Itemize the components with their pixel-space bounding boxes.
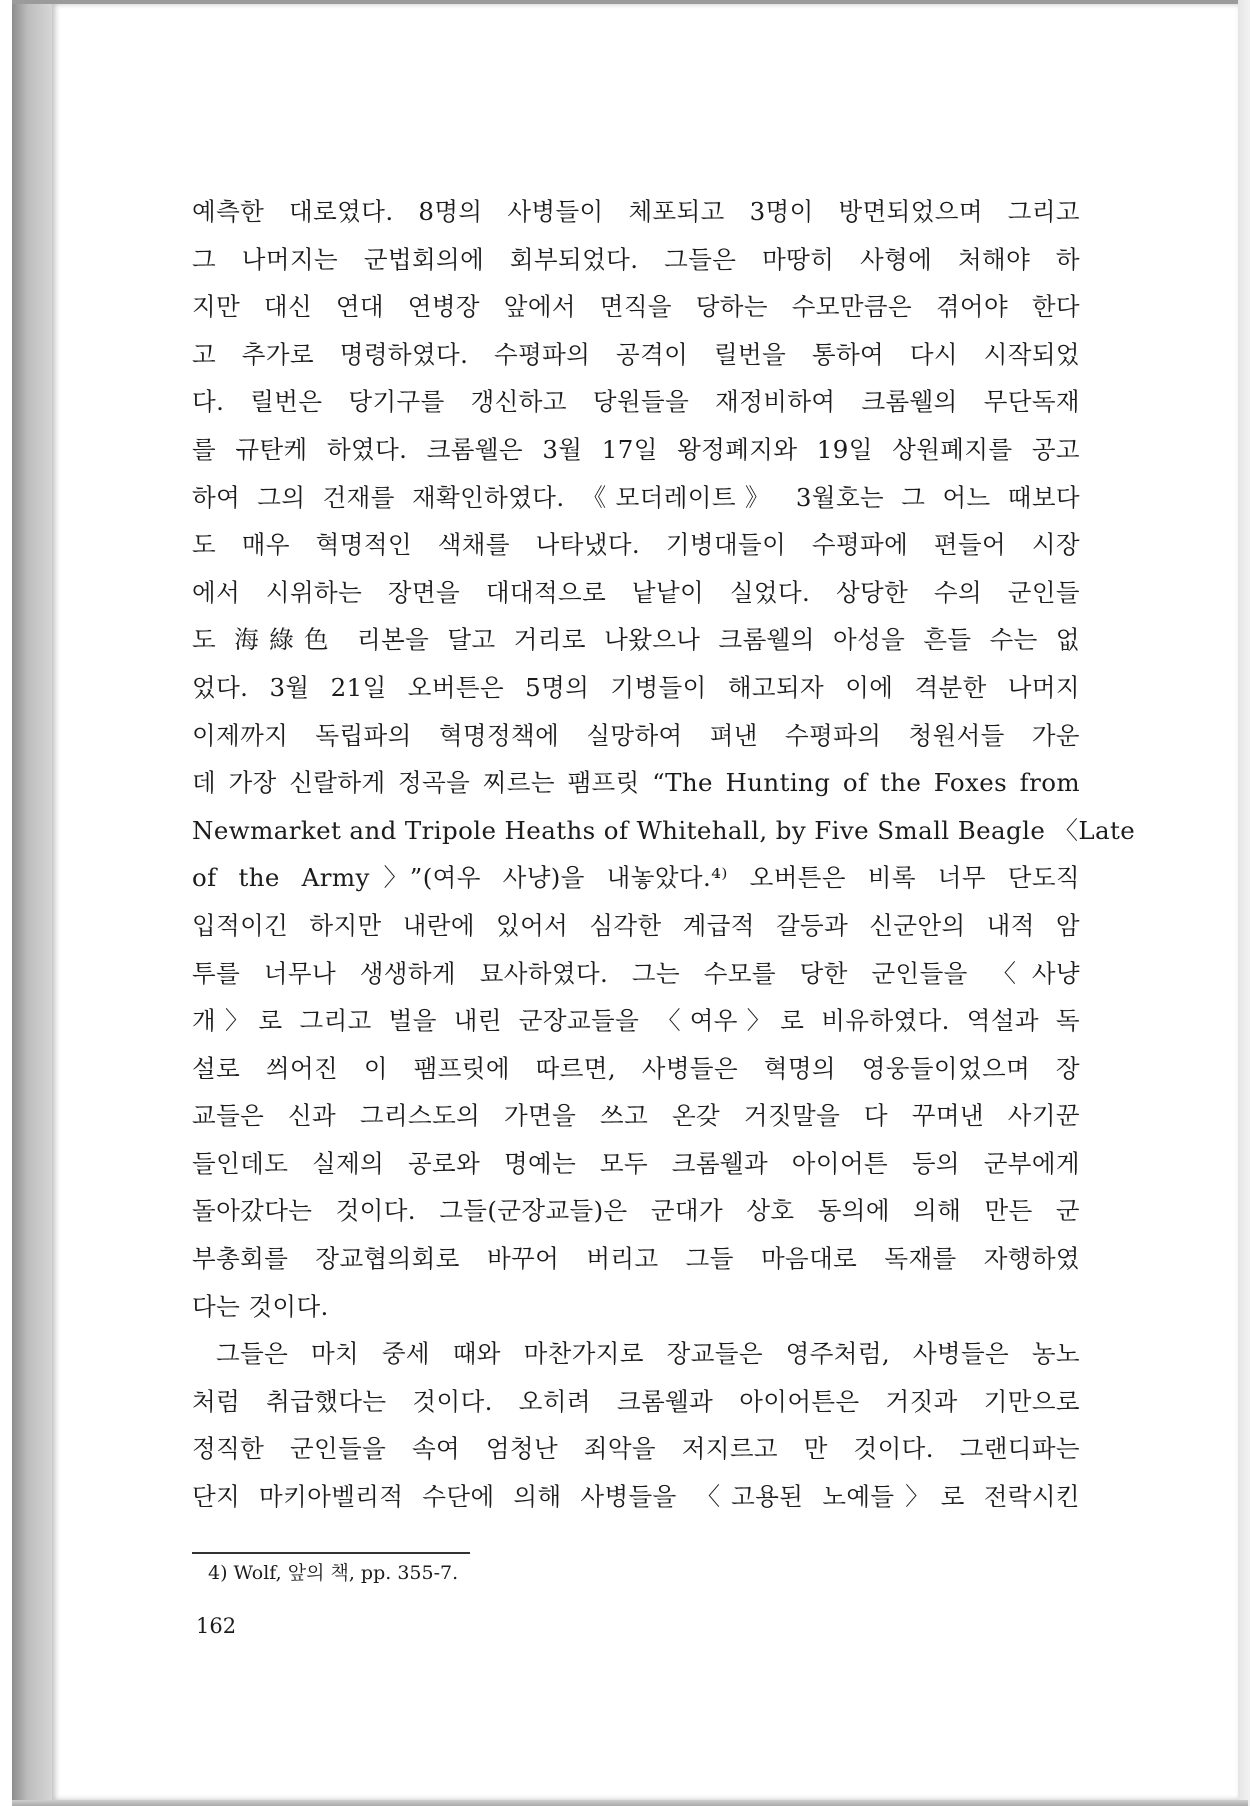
text-line: 다는 것이다. [192, 1291, 329, 1321]
footnote-divider [192, 1552, 470, 1554]
page-number: 162 [196, 1614, 237, 1638]
text-line: 데 가장 신랄하게 정곡을 찌르는 팸프릿 “The Hunting of the Foxes from [192, 768, 1080, 798]
text-line: 다. 릴번은 당기구를 갱신하고 당원들을 재정비하여 크롬웰의 무단독재 [192, 387, 1080, 417]
text-line: 를 규탄케 하였다. 크롬웰은 3월 17일 왕정폐지와 19일 상원폐지를 공고 [192, 434, 1080, 464]
text-line: of the Army〉”(여우 사냥)을 내놓았다.⁴⁾ 오버튼은 비록 너무 단도직 [192, 863, 1080, 893]
text-line: 지만 대신 연대 연병장 앞에서 면직을 당하는 수모만큼은 겪어야 한다 [192, 292, 1080, 322]
text-line: 그 나머지는 군법회의에 회부되었다. 그들은 마땅히 사형에 처해야 하 [192, 244, 1080, 274]
text-line: 었다. 3월 21일 오버튼은 5명의 기병들이 해고되자 이에 격분한 나머지 [192, 672, 1080, 702]
text-line: 도 매우 혁명적인 색채를 나타냈다. 기병대들이 수평파에 편들어 시장 [192, 530, 1080, 560]
text-line: 도 海綠色 리본을 달고 거리로 나왔으나 크롬웰의 아성을 흔들 수는 없 [192, 625, 1080, 655]
book-spine [12, 4, 52, 1800]
text-line: 입적이긴 하지만 내란에 있어서 심각한 계급적 갈등과 신군안의 내적 암 [192, 910, 1080, 940]
text-line: 예측한 대로였다. 8명의 사병들이 체포되고 3명이 방면되었으며 그리고 [192, 197, 1080, 226]
text-line: 하여 그의 건재를 재확인하였다. 《모더레이트》 3월호는 그 어느 때보다 [192, 482, 1080, 512]
book-bottom-edge [12, 1800, 1248, 1806]
text-line: 정직한 군인들을 속여 엄청난 죄악을 저지르고 만 것이다. 그랜디파는 [192, 1434, 1080, 1464]
text-line: 개〉로 그리고 벌을 내린 군장교들을 〈여우〉로 비유하였다. 역설과 독 [192, 1006, 1080, 1036]
text-line: 설로 씌어진 이 팸프릿에 따르면, 사병들은 혁명의 영웅들이었으며 장 [192, 1053, 1080, 1083]
text-line: 에서 시위하는 장면을 대대적으로 낱낱이 실었다. 상당한 수의 군인들 [192, 577, 1080, 607]
text-line: 투를 너무나 생생하게 묘사하였다. 그는 수모를 당한 군인들을 〈사냥 [192, 958, 1080, 988]
book-right-edge [1238, 0, 1250, 1806]
text-line: 고 추가로 명령하였다. 수평파의 공격이 릴번을 통하여 다시 시작되었 [192, 339, 1080, 369]
footnote: 4) Wolf, 앞의 책, pp. 355-7. [208, 1562, 459, 1584]
text-line: 이제까지 독립파의 혁명정책에 실망하여 펴낸 수평파의 청원서들 가운 [192, 720, 1080, 750]
text-line: 들인데도 실제의 공로와 명예는 모두 크롬웰과 아이어튼 등의 군부에게 [192, 1148, 1080, 1178]
text-line: Newmarket and Tripole Heaths of Whitehall, by Five Small Beagle 〈Late [192, 815, 1136, 845]
text-line: 부총회를 장교협의회로 바꾸어 버리고 그들 마음대로 독재를 자행하였 [192, 1244, 1080, 1274]
text-line: 교들은 신과 그리스도의 가면을 쓰고 온갖 거짓말을 다 꾸며낸 사기꾼 [192, 1101, 1080, 1131]
text-line: 처럼 취급했다는 것이다. 오히려 크롬웰과 아이어튼은 거짓과 기만으로 [192, 1386, 1080, 1416]
text-line: 돌아갔다는 것이다. 그들(군장교들)은 군대가 상호 동의에 의해 만든 군 [192, 1196, 1080, 1226]
body-text [192, 188, 1136, 1521]
text-line: 단지 마키아벨리적 수단에 의해 사병들을 〈고용된 노예들〉로 전락시킨 [192, 1482, 1080, 1512]
text-line: 그들은 마치 중세 때와 마찬가지로 장교들은 영주처럼, 사병들은 농노 [216, 1339, 1080, 1369]
